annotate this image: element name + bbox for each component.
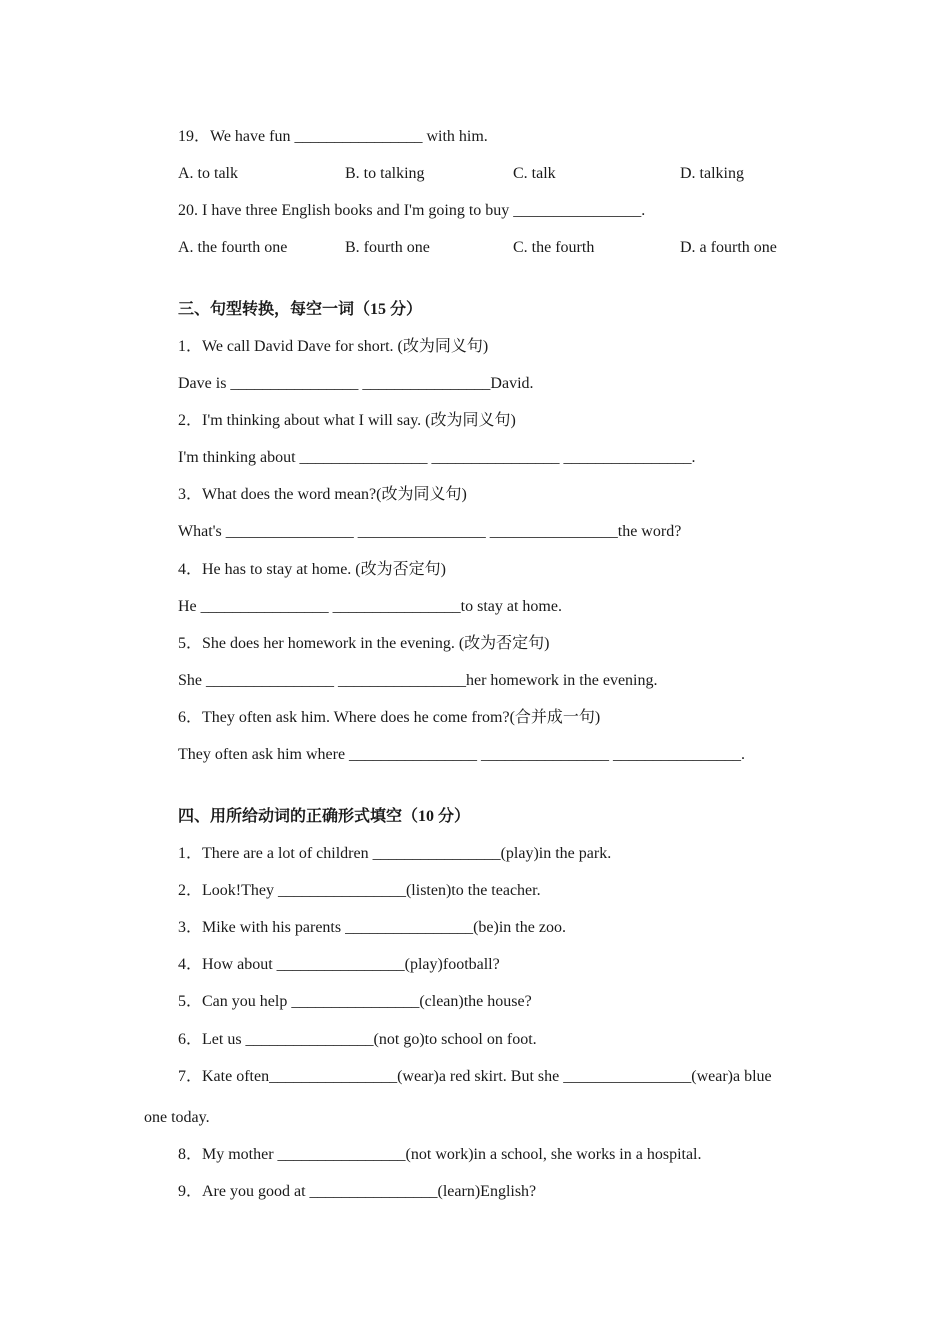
section-4-item-3: 3．Mike with his parents ________________(be)in the zoo. xyxy=(178,919,566,936)
section-3-answer-6: They often ask him where ________________ ________________ ________________. xyxy=(178,746,746,763)
section-3-question-5: 5．She does her homework in the evening. (改为否定句) xyxy=(178,635,550,652)
section-3-heading: 三、句型转换，每空一词（15 分） xyxy=(178,301,423,318)
question-20-option-a: A. the fourth one xyxy=(178,239,288,256)
section-4-item-5: 5．Can you help ________________(clean)the house? xyxy=(178,993,532,1010)
question-19-option-b: B. to talking xyxy=(345,165,425,182)
section-3-answer-5: She ________________ ________________her homework in the evening. xyxy=(178,672,658,689)
section-3-answer-1: Dave is ________________ ________________David. xyxy=(178,375,534,392)
section-4-item-9: 9．Are you good at ________________(learn)English? xyxy=(178,1183,537,1200)
section-3-question-1: 1．We call David Dave for short. (改为同义句) xyxy=(178,338,489,355)
section-4-item-1: 1．There are a lot of children ________________(play)in the park. xyxy=(178,845,612,862)
section-4-item-4: 4．How about ________________(play)football? xyxy=(178,956,500,973)
question-19-option-a: A. to talk xyxy=(178,165,238,182)
question-20-option-d: D. a fourth one xyxy=(680,239,777,256)
section-4-heading: 四、用所给动词的正确形式填空（10 分） xyxy=(178,808,471,825)
section-3-question-4: 4．He has to stay at home. (改为否定句) xyxy=(178,561,446,578)
section-3-question-3: 3．What does the word mean?(改为同义句) xyxy=(178,486,467,503)
section-4-item-2: 2．Look!They ________________(listen)to the teacher. xyxy=(178,882,541,899)
question-20-stem: 20. I have three English books and I'm going to buy ________________. xyxy=(178,202,646,219)
section-4-item-8: 8．My mother ________________(not work)in a school, she works in a hospital. xyxy=(178,1146,702,1163)
section-3-answer-4: He ________________ ________________to stay at home. xyxy=(178,598,562,615)
section-3-answer-3: What's ________________ ________________ ________________the word? xyxy=(178,523,682,540)
section-3-question-2: 2．I'm thinking about what I will say. (改为同义句) xyxy=(178,412,516,429)
section-4-item-7: 7．Kate often________________(wear)a red skirt. But she ________________(wear)a blue xyxy=(178,1068,772,1085)
section-3-answer-2: I'm thinking about ________________ ________________ ________________. xyxy=(178,449,696,466)
question-19-option-d: D. talking xyxy=(680,165,744,182)
question-20-option-c: C. the fourth xyxy=(513,239,595,256)
question-20-option-b: B. fourth one xyxy=(345,239,430,256)
question-19-option-c: C. talk xyxy=(513,165,556,182)
question-19-stem: 19．We have fun ________________ with him. xyxy=(178,128,488,145)
section-4-item-7-continued: one today. xyxy=(144,1109,210,1126)
section-4-item-6: 6．Let us ________________(not go)to school on foot. xyxy=(178,1031,537,1048)
section-3-question-6: 6．They often ask him. Where does he come from?(合并成一句) xyxy=(178,709,601,726)
